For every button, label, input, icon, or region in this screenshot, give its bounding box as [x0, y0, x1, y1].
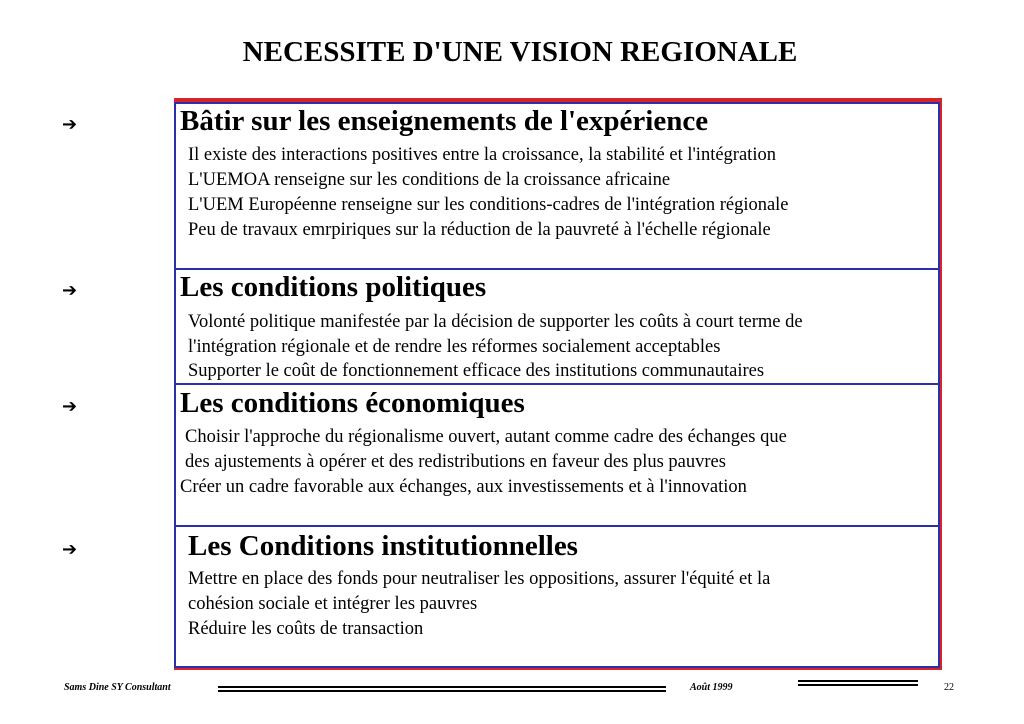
- page-number: 22: [944, 682, 954, 693]
- section-heading-experience: Bâtir sur les enseignements de l'expérience: [180, 105, 709, 137]
- section-heading-politiques: Les conditions politiques: [180, 271, 487, 303]
- section-line: cohésion sociale et intégrer les pauvres: [188, 594, 478, 614]
- section-divider: [176, 383, 940, 385]
- section-line: Supporter le coût de fonctionnement efficace des institutions communautaires: [188, 361, 765, 381]
- arrow-bullet-icon: ➔: [62, 114, 78, 135]
- arrow-bullet-icon: ➔: [62, 539, 78, 560]
- section-line: L'UEM Européenne renseigne sur les conditions-cadres de l'intégration régionale: [188, 195, 789, 215]
- section-line: Choisir l'approche du régionalisme ouvert, autant comme cadre des échanges que: [185, 427, 787, 447]
- footer-rule: [218, 686, 666, 688]
- section-divider: [176, 268, 940, 270]
- footer-rule: [798, 684, 918, 686]
- section-line: Volonté politique manifestée par la décision de supporter les coûts à court terme de: [188, 312, 803, 332]
- section-line: l'intégration régionale et de rendre les réformes socialement acceptables: [188, 337, 721, 357]
- section-heading-institutionnelles: Les Conditions institutionnelles: [188, 530, 578, 562]
- arrow-bullet-icon: ➔: [62, 280, 78, 301]
- section-line: Créer un cadre favorable aux échanges, aux investissements et à l'innovation: [180, 477, 747, 497]
- section-line: des ajustements à opérer et des redistributions en faveur des plus pauvres: [185, 452, 726, 472]
- footer-date: Août 1999: [690, 682, 733, 693]
- arrow-bullet-icon: ➔: [62, 396, 78, 417]
- footer-author: Sams Dine SY Consultant: [64, 682, 171, 693]
- footer-rule: [798, 680, 918, 682]
- section-line: Réduire les coûts de transaction: [188, 619, 424, 639]
- section-line: L'UEMOA renseigne sur les conditions de la croissance africaine: [188, 170, 671, 190]
- page-title: NECESSITE D'UNE VISION REGIONALE: [242, 36, 798, 68]
- section-heading-economiques: Les conditions économiques: [180, 387, 525, 419]
- footer-rule: [218, 690, 666, 692]
- section-line: Il existe des interactions positives entre la croissance, la stabilité et l'intégration: [188, 145, 776, 165]
- section-line: Mettre en place des fonds pour neutraliser les oppositions, assurer l'équité et la: [188, 569, 771, 589]
- section-divider: [176, 525, 940, 527]
- section-line: Peu de travaux emrpiriques sur la réduction de la pauvreté à l'échelle régionale: [188, 220, 771, 240]
